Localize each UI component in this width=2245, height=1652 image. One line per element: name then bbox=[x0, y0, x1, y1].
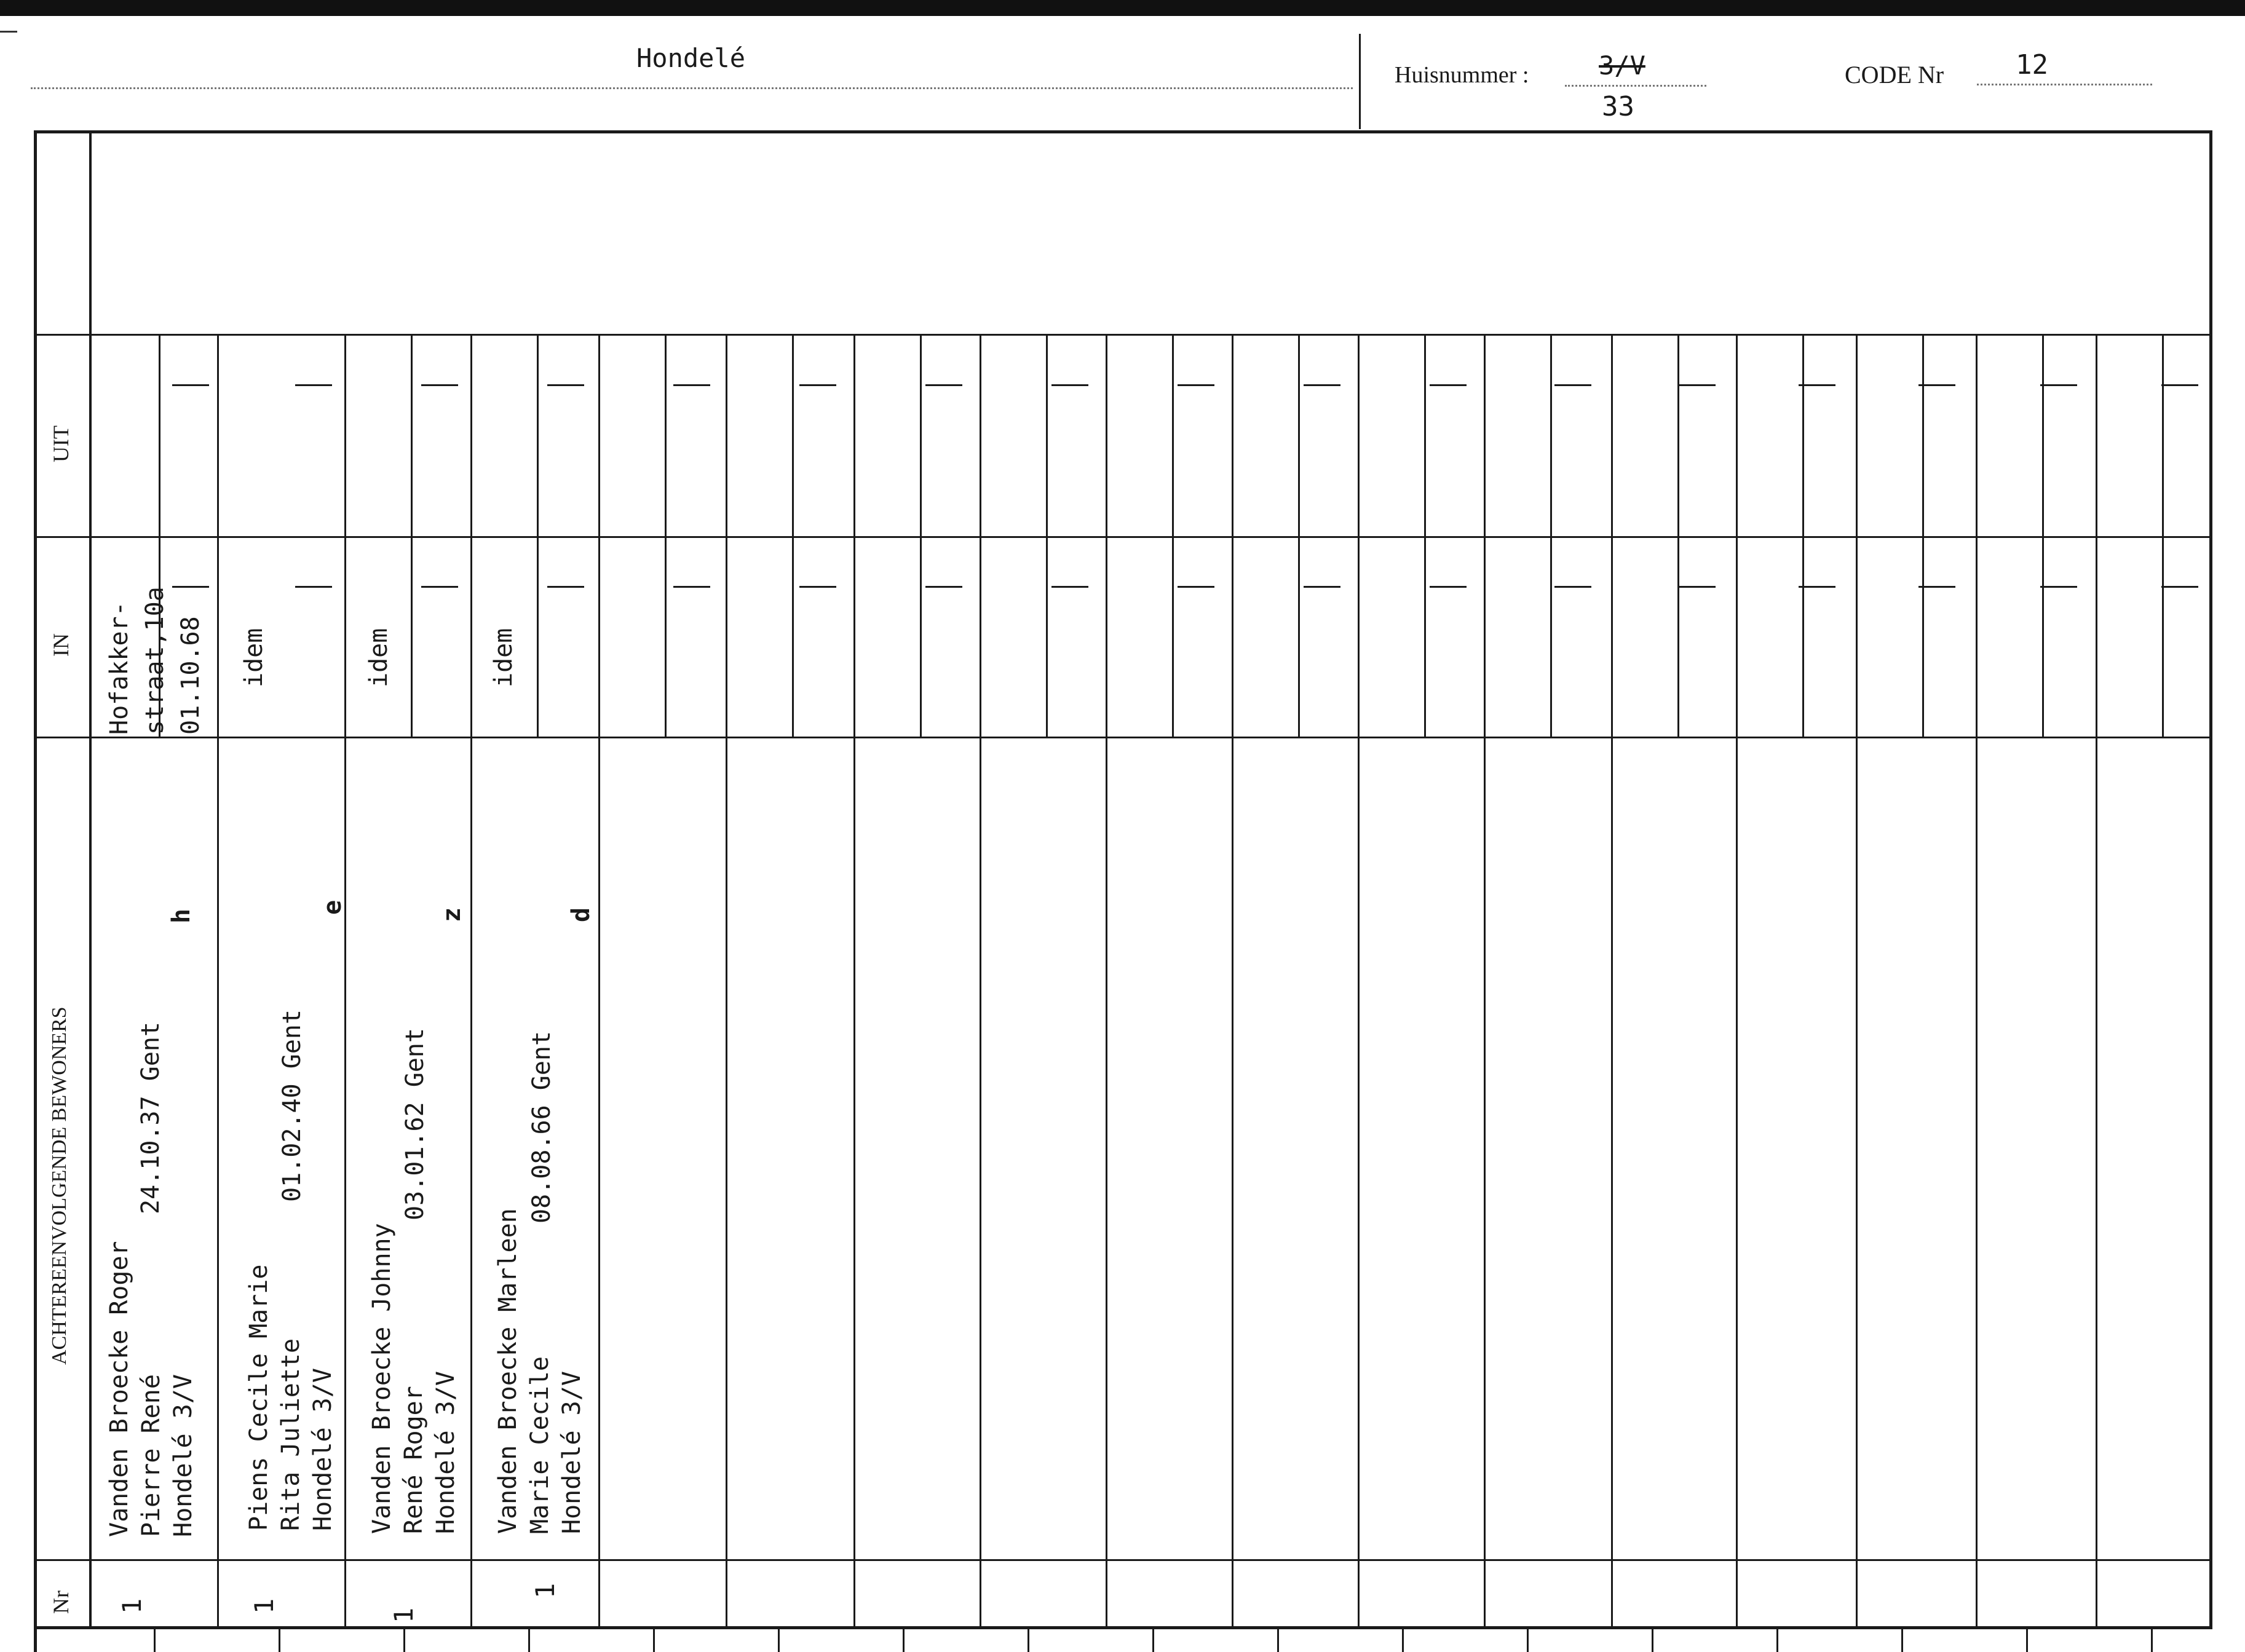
dash-mark bbox=[925, 384, 962, 386]
bottom-tick bbox=[1277, 1629, 1279, 1652]
sub-column-line bbox=[1172, 334, 1174, 738]
column-line bbox=[598, 334, 600, 1628]
sub-column-line bbox=[411, 334, 413, 738]
dash-mark bbox=[172, 384, 209, 386]
resident-role: z bbox=[438, 907, 466, 922]
dash-mark bbox=[1051, 586, 1088, 588]
street-name: Hondelé bbox=[636, 43, 746, 73]
in-address bbox=[101, 587, 208, 735]
column-line bbox=[1358, 334, 1360, 1628]
dash-mark bbox=[1679, 384, 1716, 386]
bottom-tick bbox=[1652, 1629, 1653, 1652]
dash-mark bbox=[1554, 384, 1591, 386]
uit-label: UIT bbox=[49, 425, 73, 462]
in-address: idem bbox=[489, 628, 518, 687]
column-line bbox=[1106, 334, 1107, 1628]
huisnummer-dotted-line bbox=[1565, 85, 1706, 87]
resident-role: d bbox=[567, 907, 595, 922]
dash-mark bbox=[1799, 586, 1835, 588]
dash-mark bbox=[799, 384, 836, 386]
resident-address: Hondelé 3/V bbox=[558, 1371, 586, 1534]
dash-mark bbox=[1304, 586, 1340, 588]
dash-mark bbox=[1554, 586, 1591, 588]
in-line: straat,10a bbox=[141, 587, 169, 735]
dash-mark bbox=[673, 586, 710, 588]
resident-role: h bbox=[167, 908, 196, 923]
code-label: CODE Nr bbox=[1845, 61, 1944, 89]
in-address: idem bbox=[240, 628, 268, 687]
in-line: 01.10.68 bbox=[176, 616, 205, 735]
resident-entry bbox=[243, 1265, 339, 1531]
column-line bbox=[2096, 334, 2097, 1628]
dash-mark bbox=[799, 586, 836, 588]
column-line bbox=[344, 334, 346, 1628]
table-bottom bbox=[34, 1626, 2212, 1629]
code-value: 12 bbox=[2016, 49, 2048, 81]
column-line bbox=[217, 334, 219, 1628]
huisnummer-old: 3/V bbox=[1599, 50, 1645, 81]
resident-nr: 1 bbox=[249, 1598, 279, 1614]
dash-mark bbox=[295, 586, 332, 588]
dash-mark bbox=[1304, 384, 1340, 386]
column-line bbox=[853, 334, 855, 1628]
dash-mark bbox=[1918, 384, 1955, 386]
sub-column-line bbox=[2162, 334, 2164, 738]
resident-address: Hondelé 3/V bbox=[169, 1374, 197, 1537]
resident-nr: 1 bbox=[530, 1583, 560, 1599]
dash-mark bbox=[1178, 384, 1214, 386]
dash-mark bbox=[1430, 384, 1467, 386]
huisnummer-label: Huisnummer : bbox=[1395, 62, 1529, 88]
bottom-tick bbox=[1027, 1629, 1029, 1652]
resident-name: Piens Cecile Marie bbox=[245, 1264, 273, 1531]
sub-column-line bbox=[1046, 334, 1048, 738]
column-line bbox=[1856, 334, 1858, 1628]
sub-column-line bbox=[1424, 334, 1426, 738]
column-line bbox=[1611, 334, 1613, 1628]
bottom-tick bbox=[1152, 1629, 1154, 1652]
resident-parents: Marie Cecile bbox=[526, 1356, 554, 1534]
resident-name: Vanden Broecke Johnny bbox=[368, 1223, 396, 1534]
nr-label: Nr bbox=[49, 1591, 73, 1614]
huisnummer-new: 33 bbox=[1602, 91, 1634, 122]
dash-mark bbox=[1918, 586, 1955, 588]
uit-row-top bbox=[34, 334, 2212, 336]
edge-mark bbox=[0, 31, 17, 33]
bottom-tick bbox=[1402, 1629, 1404, 1652]
resident-birth: 24.10.37 Gent bbox=[137, 1021, 165, 1214]
code-dotted-line bbox=[1977, 84, 2152, 85]
nr-row-top bbox=[34, 1559, 2212, 1561]
bottom-tick bbox=[653, 1629, 655, 1652]
resident-address: Hondelé 3/V bbox=[309, 1368, 337, 1531]
bottom-tick bbox=[528, 1629, 530, 1652]
bottom-tick bbox=[1527, 1629, 1529, 1652]
resident-role: e bbox=[319, 899, 347, 915]
bottom-tick bbox=[154, 1629, 156, 1652]
sub-column-line bbox=[920, 334, 922, 738]
top-border bbox=[0, 0, 2245, 16]
sub-column-line bbox=[537, 334, 539, 738]
in-row-top bbox=[34, 536, 2212, 538]
sub-column-line bbox=[1922, 334, 1924, 738]
column-line bbox=[1232, 334, 1233, 1628]
dash-mark bbox=[1799, 384, 1835, 386]
dash-mark bbox=[1178, 586, 1214, 588]
dash-mark bbox=[673, 384, 710, 386]
bottom-tick bbox=[1901, 1629, 1903, 1652]
resident-birth: 03.01.62 Gent bbox=[401, 1027, 429, 1220]
resident-address: Hondelé 3/V bbox=[432, 1371, 460, 1534]
dash-mark bbox=[1430, 586, 1467, 588]
dash-mark bbox=[295, 384, 332, 386]
sub-column-line bbox=[1802, 334, 1804, 738]
sub-column-line bbox=[2042, 334, 2044, 738]
street-dotted-line bbox=[31, 87, 1353, 89]
in-address: idem bbox=[365, 628, 393, 687]
dash-mark bbox=[421, 384, 458, 386]
resident-parents: Pierre René bbox=[137, 1374, 165, 1537]
label-column-divider bbox=[89, 130, 92, 1629]
sub-column-line bbox=[1677, 334, 1679, 738]
dash-mark bbox=[421, 586, 458, 588]
bottom-tick bbox=[2151, 1629, 2153, 1652]
table-right bbox=[2209, 130, 2212, 1629]
sub-column-line bbox=[1550, 334, 1552, 738]
column-line bbox=[726, 334, 727, 1628]
bottom-tick bbox=[279, 1629, 280, 1652]
table-top bbox=[34, 130, 2212, 133]
column-line bbox=[1736, 334, 1738, 1628]
resident-entry bbox=[366, 1223, 462, 1534]
bottom-tick bbox=[903, 1629, 905, 1652]
column-line bbox=[1484, 334, 1486, 1628]
sub-column-line bbox=[665, 334, 667, 738]
dash-mark bbox=[2040, 586, 2077, 588]
dash-mark bbox=[1679, 586, 1716, 588]
dash-mark bbox=[2040, 384, 2077, 386]
bewoners-label: ACHTEREENVOLGENDE BEWONERS bbox=[48, 1006, 71, 1365]
resident-name: Vanden Broecke Roger bbox=[105, 1241, 133, 1537]
in-line: Hofakker- bbox=[105, 601, 133, 735]
resident-parents: René Roger bbox=[400, 1386, 428, 1534]
bottom-tick bbox=[2026, 1629, 2028, 1652]
dash-mark bbox=[925, 586, 962, 588]
table-left bbox=[34, 130, 37, 1652]
bewoners-row-top bbox=[34, 737, 2212, 738]
sub-column-line bbox=[1298, 334, 1300, 738]
dash-mark bbox=[547, 586, 584, 588]
header-divider bbox=[1359, 34, 1361, 129]
bottom-tick bbox=[403, 1629, 405, 1652]
column-line bbox=[1976, 334, 1978, 1628]
dash-mark bbox=[1051, 384, 1088, 386]
column-line bbox=[470, 334, 472, 1628]
bottom-tick bbox=[778, 1629, 780, 1652]
resident-parents: Rita Juliette bbox=[277, 1338, 305, 1531]
resident-nr: 1 bbox=[389, 1607, 419, 1623]
sub-column-line bbox=[792, 334, 794, 738]
dash-mark bbox=[2161, 384, 2198, 386]
resident-birth: 01.02.40 Gent bbox=[278, 1009, 306, 1202]
resident-nr: 1 bbox=[117, 1598, 147, 1614]
resident-name: Vanden Broecke Marleen bbox=[494, 1208, 522, 1534]
resident-entry bbox=[103, 1241, 199, 1537]
dash-mark bbox=[2161, 586, 2198, 588]
column-line bbox=[980, 334, 981, 1628]
in-label: IN bbox=[49, 633, 73, 657]
resident-entry bbox=[492, 1208, 588, 1534]
dash-mark bbox=[547, 384, 584, 386]
bottom-tick bbox=[1776, 1629, 1778, 1652]
resident-birth: 08.08.66 Gent bbox=[528, 1030, 556, 1223]
